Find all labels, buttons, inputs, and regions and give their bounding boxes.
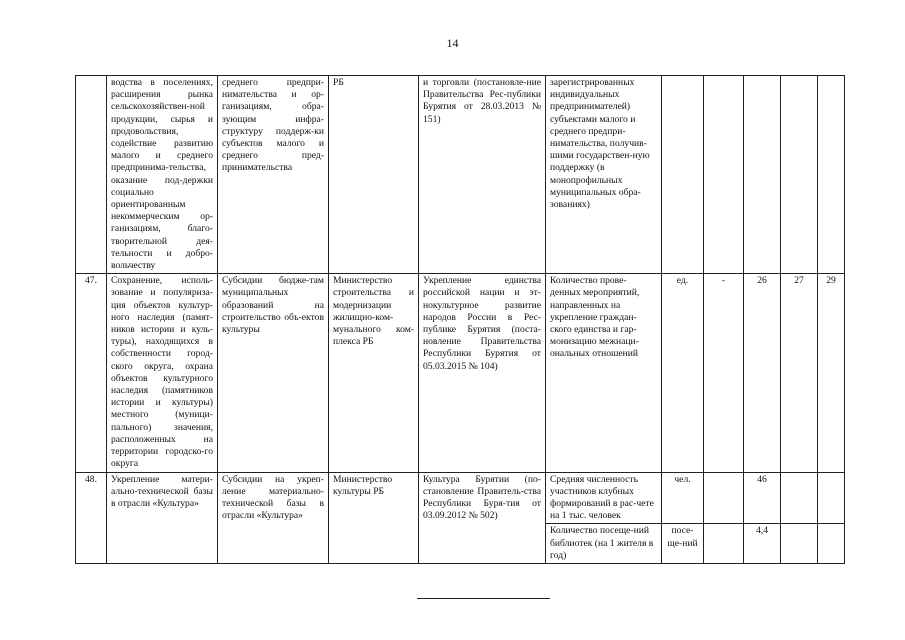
responsible-body: РБ [329,76,419,274]
responsible-body: Министерство культуры РБ [329,472,419,563]
indicator: зарегистрированных индивидуальных предпринимателей) субъектами малого и среднего предпри-нимательства, получив-шими государствен-ную поддержку (в монопрофильных муниципальных обра-зованиях) [546,76,662,274]
measure-name: водства в поселениях, расширения рынка сельскохозяйствен-ной продукции, сырья и продовольствия, содействие развитию малого и среднего предпринима-тельства, оказание под-держки социально ориентированным некоммерческим ор-ганизациям, благо-творительной дея-тельности и добро-вольчеству [107,76,218,274]
value-1: 46 [744,472,781,524]
base-value [704,76,744,274]
support-instrument: Субсидии на укреп-ление материально-технической базы в отрасли «Культура» [218,472,329,563]
row-number: 48. [76,472,107,563]
row-number [76,76,107,274]
value-2 [781,524,818,564]
row-number: 47. [76,274,107,472]
responsible-body: Министерство строительства и модернизации жилищно-ком-мунального ком-плекса РБ [329,274,419,472]
page-number: 14 [446,36,459,50]
value-1: 26 [744,274,781,472]
program-table [75,75,845,564]
measure-name: Сохранение, исполь-зование и популяриза-ция объектов культур-ного наследия (памят-ников истории и куль-туры), находящихся в собственности город-ского округа, охрана объектов культурного наследия (памятников истории и культуры) местного (муници-пального) значения, расположенных на территории городско-го округа [107,274,218,472]
value-3 [818,472,845,524]
base-value [704,472,744,524]
value-2 [781,76,818,274]
table-row-48 [76,472,845,524]
unit [662,76,704,274]
state-program: Укрепление единства российской нации и эт-нокультурное развитие народов России в Рес-публике Бурятия (поста-новление Правительства Республики Бурятия от 05.03.2015 № 104) [419,274,546,472]
state-program: Культура Бурятии (по-становление Правитель-ства Республики Буря-тия от 03.09.2012 № 502) [419,472,546,563]
value-3: 29 [818,274,845,472]
indicator: Количество прове-денных мероприятий, направленных на укрепление граждан-ского единства и гар-монизацию межнаци-ональных отношений [546,274,662,472]
table-row-continuation [76,76,845,274]
measure-name: Укрепление матери-ально-технической базы в отрасли «Культура» [107,472,218,563]
table-row-47 [76,274,845,472]
value-3 [818,524,845,564]
footer-divider [417,598,550,599]
state-program: и торговли (постановле-ние Правительства Рес-публики Бурятия от 28.03.2013 № 151) [419,76,546,274]
unit: ед. [662,274,704,472]
unit: чел. [662,472,704,524]
value-2: 27 [781,274,818,472]
unit: посе-ще-ний [662,524,704,564]
value-3 [818,76,845,274]
indicator: Средняя численность участников клубных формирований в рас-чете на 1 тыс. человек [546,472,662,524]
indicator: Количество посеще-ний библиотек (на 1 жителя в год) [546,524,662,564]
base-value: - [704,274,744,472]
base-value [704,524,744,564]
value-1 [744,76,781,274]
support-instrument: среднего предпри-нимательства и ор-ганизациям, обра-зующим инфра-структуру поддерж-ки субъектов малого и среднего пред-принимательства [218,76,329,274]
support-instrument: Субсидии бюдже-там муниципальных образований на строительство объ-ектов культуры [218,274,329,472]
value-1: 4,4 [744,524,781,564]
value-2 [781,472,818,524]
